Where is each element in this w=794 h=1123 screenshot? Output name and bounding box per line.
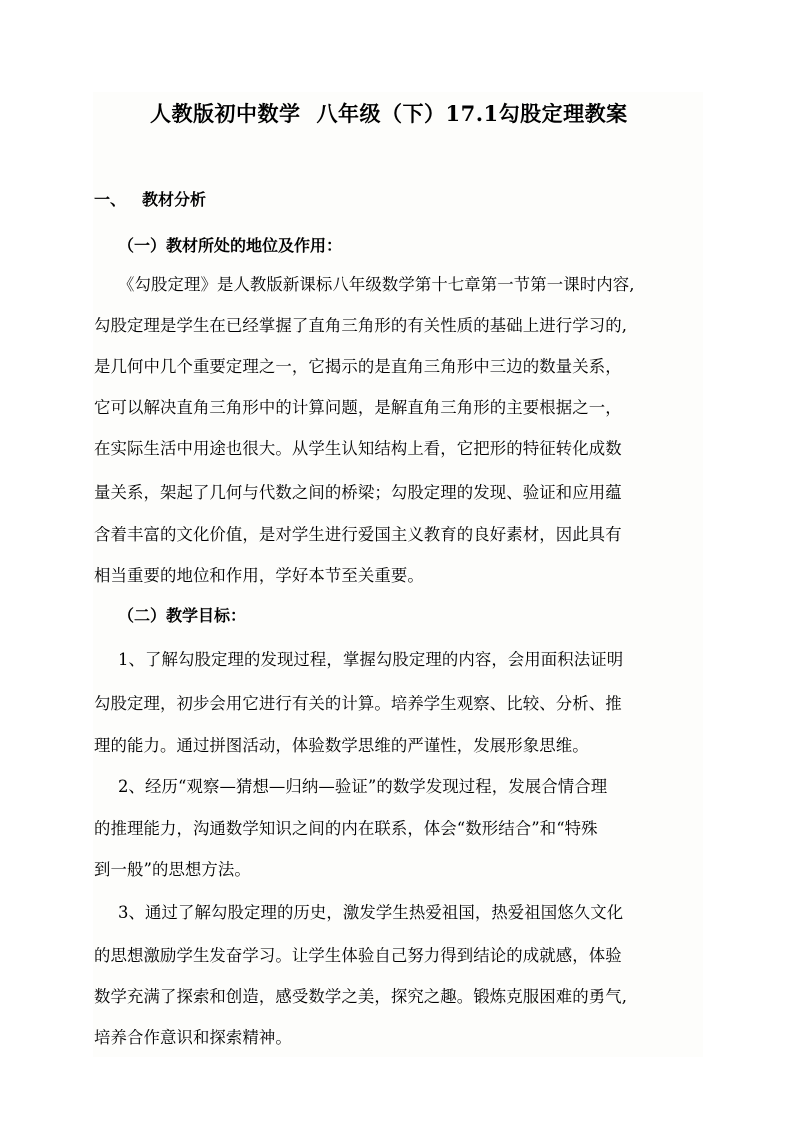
paragraph-line: 含着丰富的文化价值，是对学生进行爱国主义教育的良好素材，因此具有	[94, 525, 622, 544]
goal-line: 1、了解勾股定理的发现过程，掌握勾股定理的内容，会用面积法证明	[118, 650, 624, 669]
section-number: 一、	[94, 190, 127, 209]
goal-line: 勾股定理，初步会用它进行有关的计算。培养学生观察、比较、分析、推	[94, 694, 622, 713]
goal-line: 的推理能力，沟通数学知识之间的内在联系，体会“数形结合”和“特殊	[94, 819, 598, 838]
paragraph-line: 《勾股定理》是人教版新课标八年级数学第十七章第一节第一课时内容,	[118, 275, 635, 294]
section-title: 教材分析	[142, 190, 207, 209]
section-heading-textbook-analysis	[94, 187, 206, 210]
goal-line: 理的能力。通过拼图活动，体验数学思维的严谨性，发展形象思维。	[94, 736, 589, 755]
paragraph-line: 相当重要的地位和作用，学好本节至关重要。	[94, 566, 424, 585]
title-publisher-subject: 人教版初中数学	[150, 101, 301, 126]
paragraph-line: 勾股定理是学生在已经掌握了直角三角形的有关性质的基础上进行学习的,	[94, 316, 628, 335]
goal-line: 培养合作意识和探索精神。	[94, 1028, 292, 1047]
goal-line: 2、经历“观察—猜想—归纳—验证”的数学发现过程，发展合情合理	[118, 777, 608, 796]
paragraph-line: 是几何中几个重要定理之一，它揭示的是直角三角形中三边的数量关系，	[94, 357, 622, 376]
title-grade-topic: 八年级（下）17.1勾股定理教案	[316, 101, 628, 126]
goal-line: 到一般”的思想方法。	[94, 860, 251, 879]
paragraph-line: 它可以解决直角三角形中的计算问题，是解直角三角形的主要根据之一，	[94, 398, 622, 417]
paragraph-line: 在实际生活中用途也很大。从学生认知结构上看，它把形的特征转化成数	[94, 439, 622, 458]
page-title	[150, 98, 628, 128]
goal-line: 3、通过了解勾股定理的历史，激发学生热爱祖国，热爱祖国悠久文化	[118, 903, 624, 922]
subsection-heading-teaching-goals: （二）教学目标：	[118, 606, 247, 625]
goal-line: 的思想激励学生发奋学习。让学生体验自己努力得到结论的成就感，体验	[94, 946, 622, 965]
paragraph-line: 量关系，架起了几何与代数之间的桥梁；勾股定理的发现、验证和应用蕴	[94, 483, 622, 502]
subsection-heading-position-role: （一）教材所处的地位及作用：	[118, 236, 343, 255]
goal-line: 数学充满了探索和创造，感受数学之美，探究之趣。锻炼克服困难的勇气,	[94, 987, 628, 1006]
